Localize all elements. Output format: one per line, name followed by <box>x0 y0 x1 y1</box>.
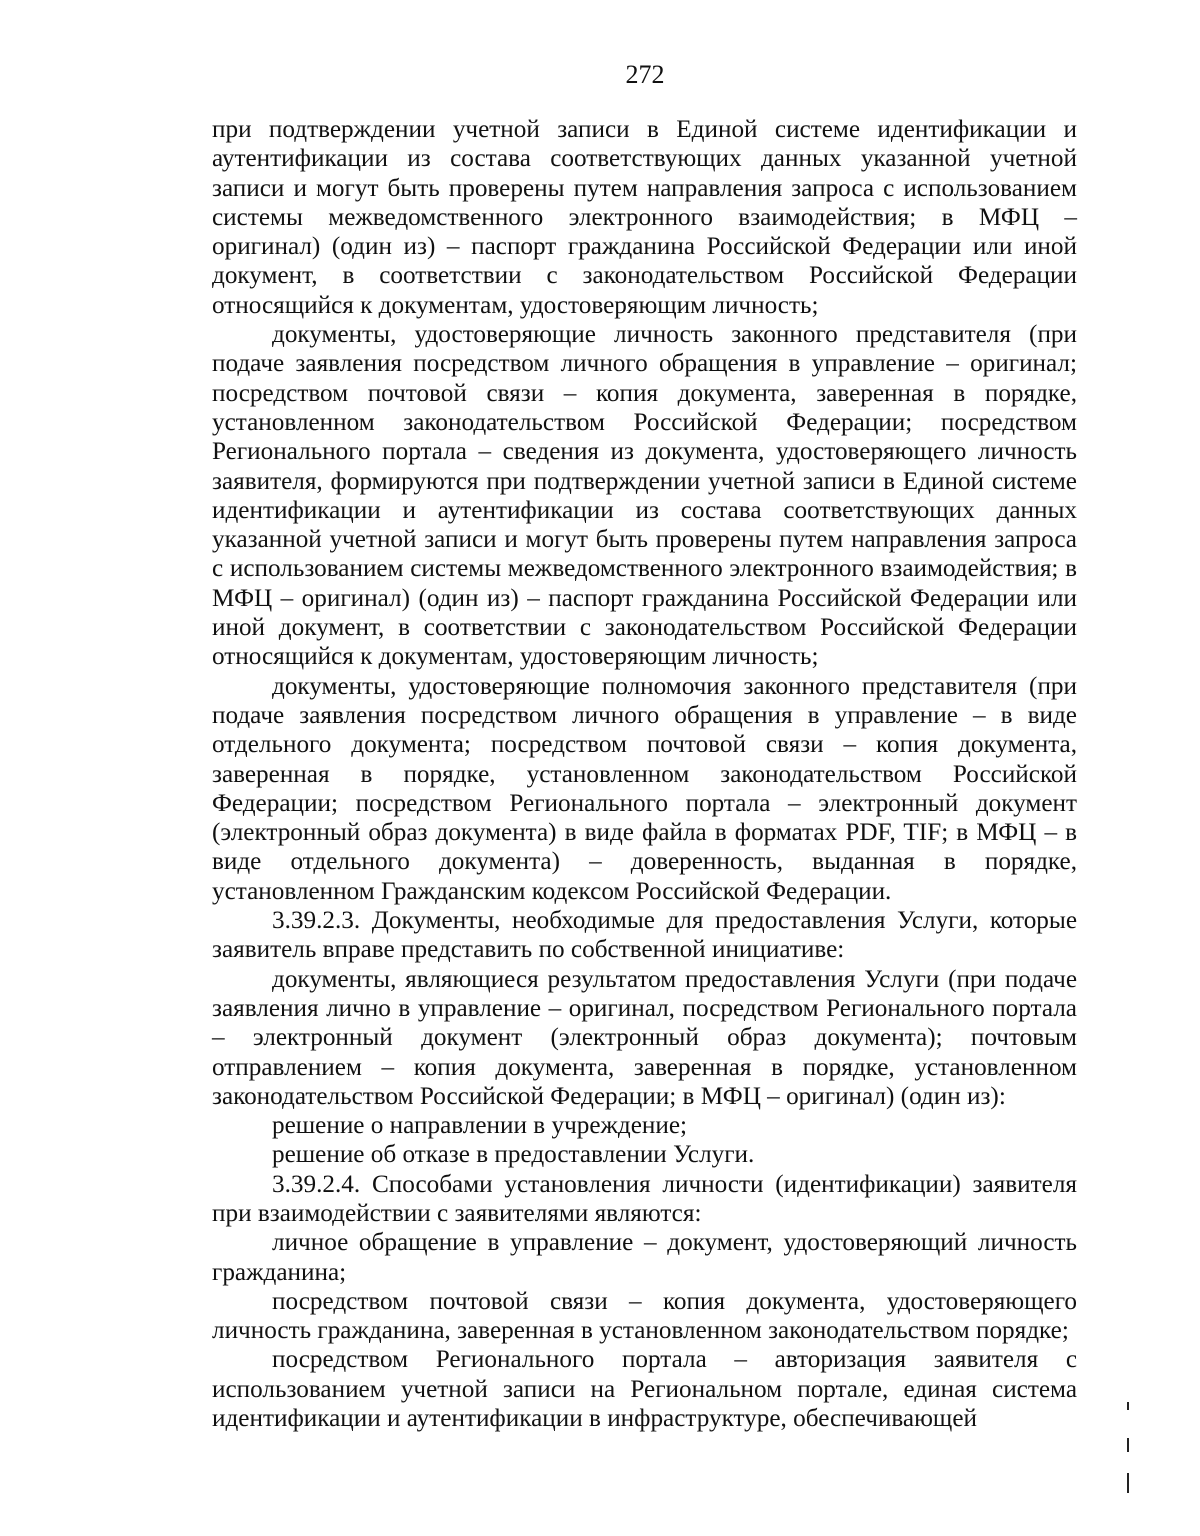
paragraph-2: документы, удостоверяющие личность законного представителя (при подаче заявления посредством личного обращения в управление – оригинал; посредством почтовой связи – копия документа, заверенная в порядке, установленном законодательством Российской Федерации; посредством Регионального портала – сведения из документа, удостоверяющего личность заявителя, формируются при подтверждении учетной записи в Единой системе идентификации и аутентификации из состава соответствующих данных указанной учетной записи и могут быть проверены путем направления запроса с использованием системы межведомственного электронного взаимодействия; в МФЦ – оригинал) (один из) – паспорт гражданина Российской Федерации или иной документ, в соответствии с законодательством Российской Федерации относящийся к документам, удостоверяющим личность; <box>212 321 1077 671</box>
scan-edge-mark <box>1127 1402 1129 1410</box>
paragraph-8: 3.39.2.4. Способами установления личности (идентификации) заявителя при взаимодействии с заявителями являются: <box>212 1170 1077 1227</box>
paragraph-6: решение о направлении в учреждение; <box>272 1112 688 1140</box>
paragraph-7: решение об отказе в предоставлении Услуги. <box>272 1141 755 1169</box>
paragraph-11: посредством Регионального портала – авторизация заявителя с использованием учетной записи на Региональном портале, единая система идентификации и аутентификации в инфраструктуре, обеспечивающей <box>212 1346 1077 1433</box>
paragraph-10: посредством почтовой связи – копия документа, удостоверяющего личность гражданина, заверенная в установленном законодательством порядке; <box>212 1287 1077 1345</box>
paragraph-1: при подтверждении учетной записи в Единой системе идентификации и аутентификации из состава соответствующих данных указанной учетной записи и могут быть проверены путем направления запроса с использованием системы межведомственного электронного взаимодействия; в МФЦ – оригинал) (один из) – паспорт гражданина Российской Федерации или иной документ, в соответствии с законодательством Российской Федерации относящийся к документам, удостоверяющим личность; <box>212 116 1077 319</box>
paragraph-5: документы, являющиеся результатом предоставления Услуги (при подаче заявления лично в управление – оригинал, посредством Регионального портала – электронный документ (электронный образ документа); почтовым отправлением – копия документа, заверенная в порядке, установленном законодательством Российской Федерации; в МФЦ – оригинал) (один из): <box>212 965 1077 1110</box>
paragraph-9: личное обращение в управление – документ, удостоверяющий личность гражданина; <box>212 1229 1077 1286</box>
scan-edge-mark <box>1127 1473 1129 1493</box>
paragraph-4: 3.39.2.3. Документы, необходимые для предоставления Услуги, которые заявитель вправе представить по собственной инициативе: <box>212 907 1077 964</box>
page-number: 272 <box>625 60 665 89</box>
paragraph-3: документы, удостоверяющие полномочия законного представителя (при подаче заявления посредством личного обращения в управление – в виде отдельного документа; посредством почтовой связи – копия документа, заверенная в порядке, установленном законодательством Российской Федерации; посредством Регионального портала – электронный документ (электронный образ документа) в виде файла в форматах PDF, TIF; в МФЦ – в виде отдельного документа) – доверенность, выданная в порядке, установленном Гражданским кодексом Российской Федерации. <box>212 672 1077 905</box>
scan-edge-mark <box>1127 1438 1129 1452</box>
document-body <box>212 115 1077 1433</box>
